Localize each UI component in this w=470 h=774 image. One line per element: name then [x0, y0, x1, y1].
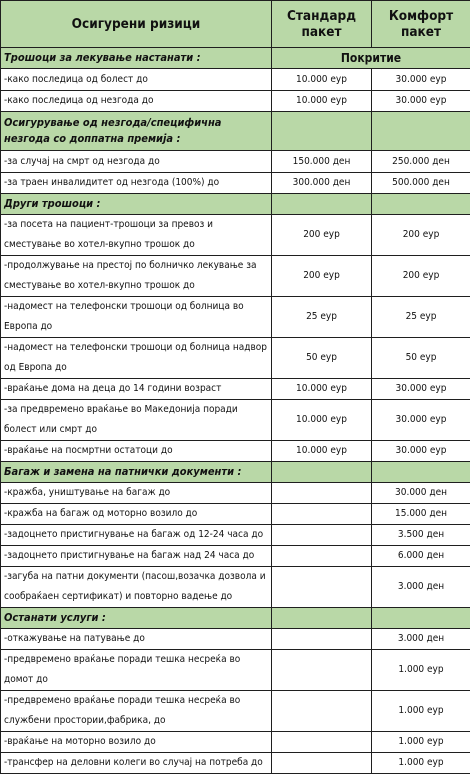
standard-value: 150.000 ден: [272, 151, 372, 173]
table-row: [1, 650, 470, 691]
row-label: -кражба на багаж од моторно возило до: [1, 504, 272, 525]
section-header-other-costs: [1, 194, 470, 215]
empty-cell: [272, 608, 372, 629]
komfort-value: 3.000 ден: [372, 629, 470, 650]
komfort-value: 30.000 еур: [372, 379, 470, 400]
standard-value: 300.000 ден: [272, 173, 372, 194]
table-row: [1, 629, 470, 650]
table-row: [1, 151, 470, 173]
table-row: [1, 297, 470, 338]
komfort-value: 3.000 ден: [372, 567, 470, 608]
table-row: [1, 400, 470, 441]
standard-value: [272, 525, 372, 546]
section-title: Останати услуги :: [1, 608, 272, 629]
table-row: [1, 338, 470, 379]
standard-value: [272, 483, 372, 504]
standard-value: 10.000 еур: [272, 400, 372, 441]
komfort-value: 30.000 еур: [372, 69, 470, 91]
header-standard: Стандард пакет: [272, 1, 372, 48]
row-label: -за траен инвалидитет од незгода (100%) до: [1, 173, 272, 194]
komfort-value: 1.000 еур: [372, 650, 470, 691]
row-label: -како последица од болест до: [1, 69, 272, 91]
table-row: [1, 215, 470, 256]
standard-value: 10.000 еур: [272, 441, 372, 462]
row-label: -кражба, уништување на багаж до: [1, 483, 272, 504]
komfort-value: 1.000 еур: [372, 732, 470, 753]
table-row: [1, 691, 470, 732]
standard-value: 200 еур: [272, 256, 372, 297]
empty-cell: [272, 194, 372, 215]
standard-value: [272, 567, 372, 608]
row-label: -за посета на пациент-трошоци за превоз и сместување во хотел-вкупно трошок до: [1, 215, 272, 256]
table-row: [1, 753, 470, 774]
standard-value: [272, 753, 372, 774]
row-label: -задоцнето пристигнување на багаж над 24 часа до: [1, 546, 272, 567]
section-title: Други трошоци :: [1, 194, 272, 215]
standard-value: 50 еур: [272, 338, 372, 379]
komfort-value: 6.000 ден: [372, 546, 470, 567]
empty-cell: [372, 608, 470, 629]
komfort-value: 15.000 ден: [372, 504, 470, 525]
section-header-baggage: [1, 462, 470, 483]
header-risks: Осигурени ризици: [1, 1, 272, 48]
standard-value: [272, 732, 372, 753]
standard-value: [272, 629, 372, 650]
row-label: -загуба на патни документи (пасош,возачка дозвола и сообраќаен сертификат) и повторно вадење до: [1, 567, 272, 608]
komfort-value: 250.000 ден: [372, 151, 470, 173]
komfort-value: 30.000 ден: [372, 483, 470, 504]
table-row: [1, 91, 470, 112]
header-row: [1, 1, 470, 48]
komfort-value: 50 еур: [372, 338, 470, 379]
standard-value: 10.000 еур: [272, 69, 372, 91]
komfort-value: 200 еур: [372, 215, 470, 256]
komfort-value: 30.000 еур: [372, 441, 470, 462]
empty-cell: [372, 194, 470, 215]
komfort-value: 30.000 еур: [372, 91, 470, 112]
komfort-value: 30.000 еур: [372, 400, 470, 441]
empty-cell: [372, 112, 470, 151]
row-label: -враќање на моторно возило до: [1, 732, 272, 753]
standard-value: 25 еур: [272, 297, 372, 338]
standard-value: 10.000 еур: [272, 91, 372, 112]
row-label: -предвремено враќање поради тешка несреќа во домот до: [1, 650, 272, 691]
section-header-medical: [1, 48, 470, 69]
row-label: -откажување на патување до: [1, 629, 272, 650]
table-row: [1, 441, 470, 462]
standard-value: [272, 504, 372, 525]
table-row: [1, 504, 470, 525]
table-row: [1, 732, 470, 753]
standard-value: [272, 691, 372, 732]
section-title: Багаж и замена на патнички документи :: [1, 462, 272, 483]
komfort-value: 25 еур: [372, 297, 470, 338]
row-label: -задоцнето пристигнување на багаж од 12-24 часа до: [1, 525, 272, 546]
empty-cell: [272, 112, 372, 151]
section-header-other-services: [1, 608, 470, 629]
table-row: [1, 173, 470, 194]
standard-value: [272, 546, 372, 567]
komfort-value: 1.000 еур: [372, 753, 470, 774]
row-label: -како последица од незгода до: [1, 91, 272, 112]
standard-value: [272, 650, 372, 691]
coverage-label: Покритие: [272, 48, 470, 69]
table-row: [1, 546, 470, 567]
table-row: [1, 567, 470, 608]
table-row: [1, 69, 470, 91]
header-komfort: Комфорт пакет: [372, 1, 470, 48]
row-label: -враќање на посмртни остатоци до: [1, 441, 272, 462]
section-title: Осигурување од незгода/специфична незгода со доппатна премија :: [1, 112, 272, 151]
section-header-accident: [1, 112, 470, 151]
standard-value: 10.000 еур: [272, 379, 372, 400]
table-row: [1, 256, 470, 297]
row-label: -за случај на смрт од незгода до: [1, 151, 272, 173]
row-label: -враќање дома на деца до 14 години возраст: [1, 379, 272, 400]
table-row: [1, 379, 470, 400]
row-label: -трансфер на деловни колеги во случај на потреба до: [1, 753, 272, 774]
row-label: -за предвремено враќање во Македонија поради болест или смрт до: [1, 400, 272, 441]
row-label: -продолжување на престој по болничко лекување за сместување во хотел-вкупно трошок до: [1, 256, 272, 297]
table-row: [1, 483, 470, 504]
row-label: -предвремено враќање поради тешка несреќа во службени простории,фабрика, до: [1, 691, 272, 732]
komfort-value: 3.500 ден: [372, 525, 470, 546]
empty-cell: [372, 462, 470, 483]
table-row: [1, 525, 470, 546]
row-label: -надомест на телефонски трошоци од болница во Европа до: [1, 297, 272, 338]
komfort-value: 1.000 еур: [372, 691, 470, 732]
komfort-value: 500.000 ден: [372, 173, 470, 194]
komfort-value: 200 еур: [372, 256, 470, 297]
row-label: -надомест на телефонски трошоци од болница надвор од Европа до: [1, 338, 272, 379]
section-title: Трошоци за лекување настанати :: [1, 48, 272, 69]
empty-cell: [272, 462, 372, 483]
standard-value: 200 еур: [272, 215, 372, 256]
